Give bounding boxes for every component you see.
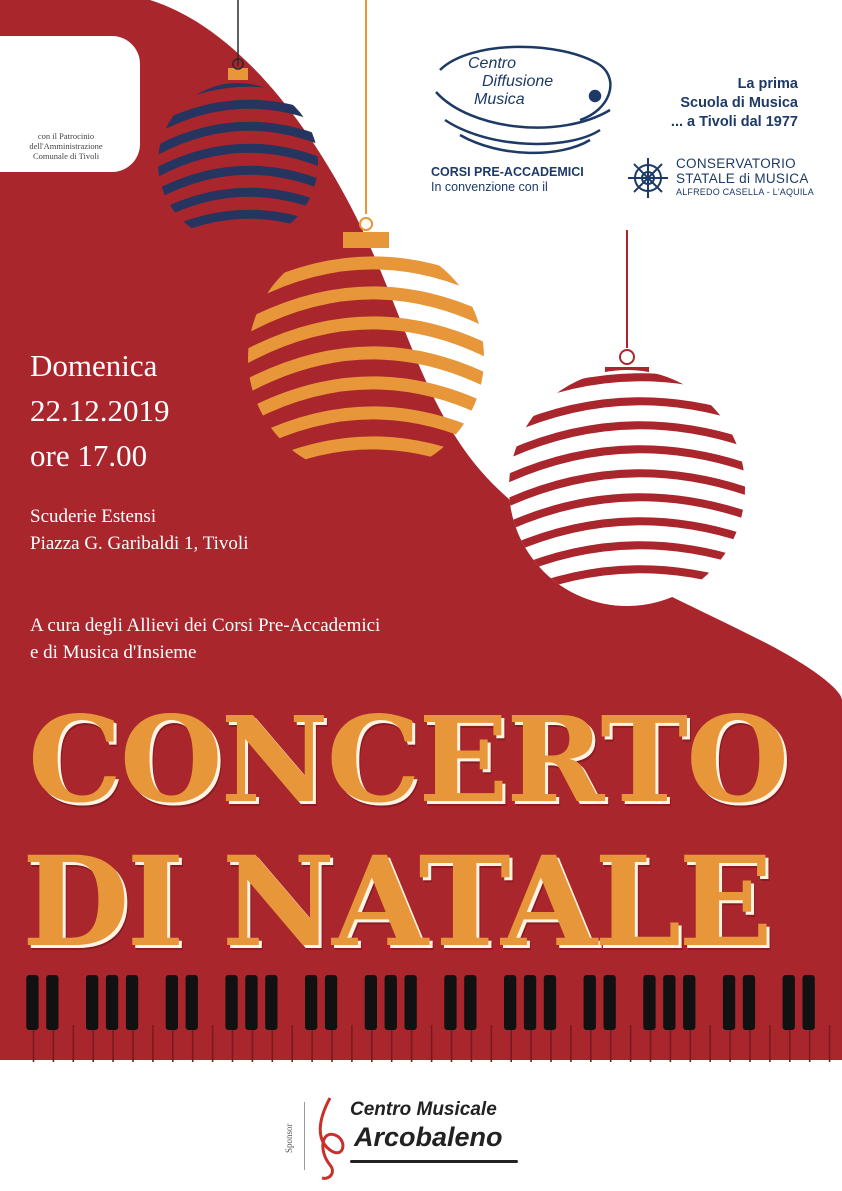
black-key — [325, 975, 337, 1030]
black-key — [604, 975, 616, 1030]
cdm-courses — [431, 165, 584, 195]
white-key-divider — [391, 1025, 393, 1062]
white-key-divider — [491, 1025, 493, 1062]
black-key — [444, 975, 456, 1030]
white-key-divider — [431, 1025, 433, 1062]
white-key-divider — [311, 1025, 313, 1062]
patron-line-1: con il Patrocinio — [37, 131, 95, 141]
white-key-divider — [33, 1025, 35, 1062]
black-key — [365, 975, 377, 1030]
white-key-divider — [152, 1025, 154, 1062]
white-key-divider — [769, 1025, 771, 1062]
white-key-divider — [650, 1025, 652, 1062]
conservatory-line-2: STATALE di MUSICA — [676, 171, 809, 186]
treble-clef-icon — [320, 1098, 343, 1178]
sponsor-underline — [350, 1160, 518, 1163]
cdm-logo-text — [468, 55, 553, 108]
black-key — [186, 975, 198, 1030]
school-tagline — [671, 75, 798, 132]
black-key — [106, 975, 118, 1030]
curated-line-1: A cura degli Allievi dei Corsi Pre-Accademici — [30, 615, 381, 636]
white-key-divider — [789, 1025, 791, 1062]
white-key-divider — [451, 1025, 453, 1062]
cdm-word-3: Musica — [474, 91, 525, 108]
black-key — [524, 975, 536, 1030]
white-key-divider — [610, 1025, 612, 1062]
snowflake-emblem-icon — [628, 158, 668, 198]
tagline-line-1: La prima — [737, 76, 798, 92]
patron-caption — [10, 131, 122, 161]
white-key-divider — [92, 1025, 94, 1062]
white-key-divider — [291, 1025, 293, 1062]
white-key-divider — [590, 1025, 592, 1062]
black-key — [225, 975, 237, 1030]
curated-line-2: e di Musica d'Insieme — [30, 642, 197, 663]
venue-address: Piazza G. Garibaldi 1, Tivoli — [30, 533, 249, 554]
white-key-divider — [192, 1025, 194, 1062]
black-key — [265, 975, 277, 1030]
venue-name: Scuderie Estensi — [30, 506, 157, 527]
title-line-1: CONCERTO — [28, 690, 788, 829]
black-key — [663, 975, 675, 1030]
white-key-divider — [172, 1025, 174, 1062]
white-key-divider — [709, 1025, 711, 1062]
conservatory-line-1: CONSERVATORIO — [676, 156, 796, 171]
black-key — [803, 975, 815, 1030]
conservatory-logo — [676, 156, 814, 198]
white-key-divider — [371, 1025, 373, 1062]
white-key-divider — [73, 1025, 75, 1062]
black-key — [504, 975, 516, 1030]
white-key-divider — [809, 1025, 811, 1062]
black-key — [126, 975, 138, 1030]
white-key-divider — [112, 1025, 114, 1062]
event-datetime — [30, 343, 170, 478]
white-key-divider — [411, 1025, 413, 1062]
white-key-divider — [212, 1025, 214, 1062]
black-key — [26, 975, 38, 1030]
black-key — [783, 975, 795, 1030]
white-key-divider — [132, 1025, 134, 1062]
title-line-2: DI NATALE — [22, 830, 770, 975]
courses-label: CORSI PRE-ACCADEMICI — [431, 165, 584, 179]
cdm-word-2: Diffusione — [482, 73, 554, 90]
white-key-divider — [331, 1025, 333, 1062]
agreement-label: In convenzione con il — [431, 180, 548, 194]
patron-line-2: dell'Amministrazione — [29, 141, 103, 151]
white-key-divider — [550, 1025, 552, 1062]
white-key-divider — [252, 1025, 254, 1062]
sponsor-name-line-1: Centro Musicale — [350, 1099, 497, 1120]
black-key — [743, 975, 755, 1030]
sponsor-name — [350, 1098, 503, 1152]
black-key — [584, 975, 596, 1030]
tagline-line-3: ... a Tivoli dal 1977 — [670, 114, 798, 130]
black-key — [723, 975, 735, 1030]
black-key — [464, 975, 476, 1030]
event-curators — [30, 612, 380, 666]
black-key — [544, 975, 556, 1030]
event-date: 22.12.2019 — [30, 393, 170, 428]
sponsor-name-line-2: Arcobaleno — [354, 1122, 503, 1152]
white-key-divider — [690, 1025, 692, 1062]
white-key-divider — [570, 1025, 572, 1062]
white-key-divider — [53, 1025, 55, 1062]
white-key-divider — [749, 1025, 751, 1062]
tagline-line-2: Scuola di Musica — [680, 95, 798, 111]
sponsor-label: Sponsor — [284, 1123, 294, 1153]
event-day: Domenica — [30, 348, 158, 383]
white-key-divider — [471, 1025, 473, 1062]
white-key-divider — [630, 1025, 632, 1062]
black-key — [405, 975, 417, 1030]
white-key-divider — [351, 1025, 353, 1062]
white-key-divider — [232, 1025, 234, 1062]
black-key — [385, 975, 397, 1030]
white-key-divider — [530, 1025, 532, 1062]
conservatory-line-3: ALFREDO CASELLA - L'AQUILA — [676, 187, 814, 197]
black-key — [643, 975, 655, 1030]
black-key — [305, 975, 317, 1030]
sponsor-divider — [304, 1102, 305, 1170]
patron-line-3: Comunale di Tivoli — [32, 151, 100, 161]
black-key — [46, 975, 58, 1030]
white-key-divider — [729, 1025, 731, 1062]
cdm-word-1: Centro — [468, 55, 517, 72]
white-key-divider — [670, 1025, 672, 1062]
white-key-divider — [829, 1025, 831, 1062]
black-key — [86, 975, 98, 1030]
black-key — [683, 975, 695, 1030]
white-key-divider — [272, 1025, 274, 1062]
white-key-divider — [510, 1025, 512, 1062]
event-time: ore 17.00 — [30, 438, 148, 473]
ornament-red-white — [500, 230, 760, 606]
event-venue — [30, 503, 248, 557]
black-key — [166, 975, 178, 1030]
black-key — [245, 975, 257, 1030]
